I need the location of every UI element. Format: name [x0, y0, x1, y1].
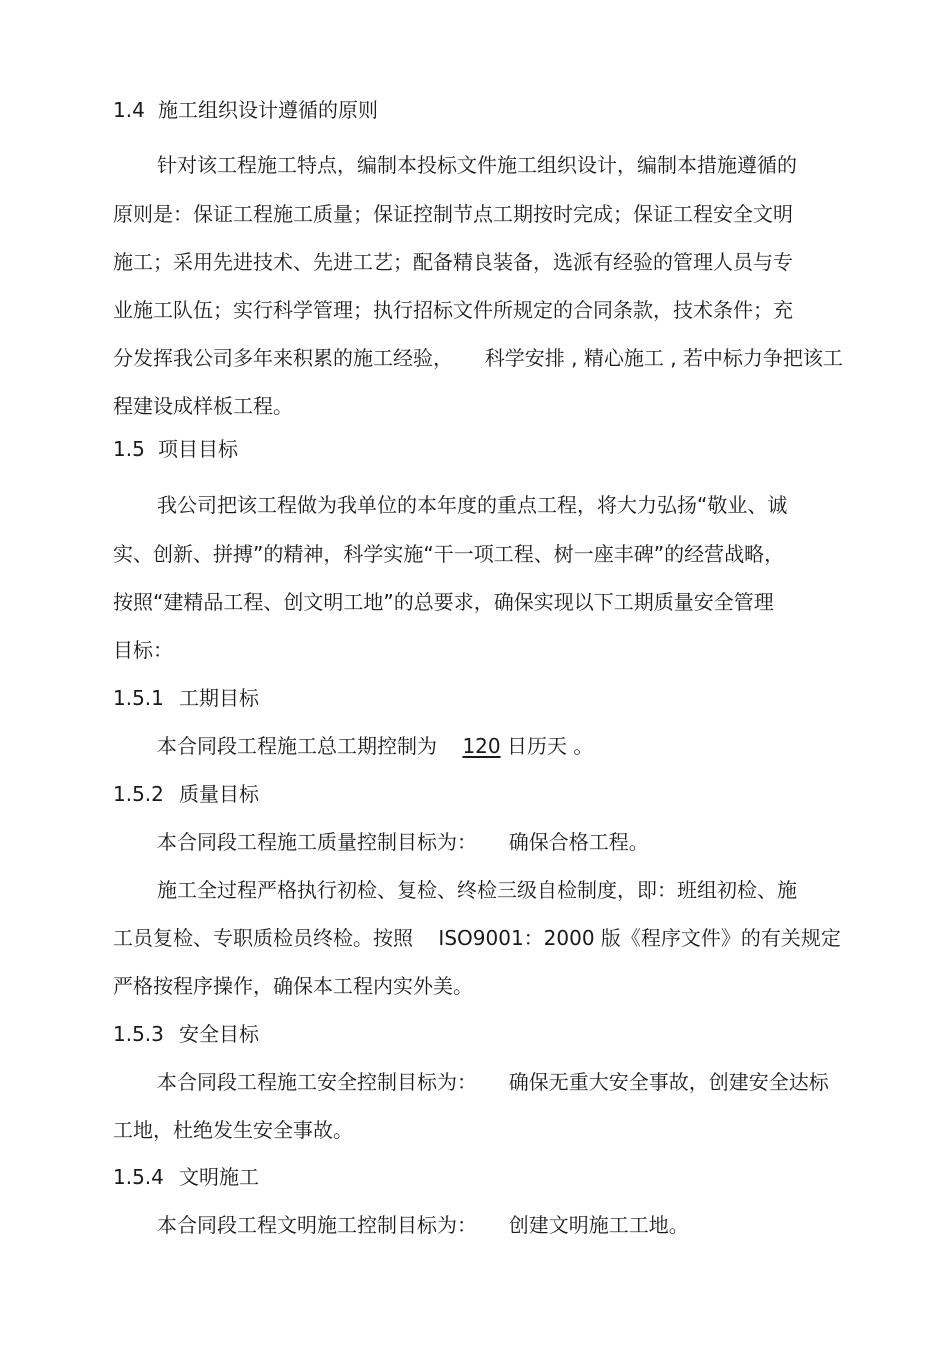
subsection-title: 工期目标	[179, 686, 259, 710]
subsection-heading-1-5-2	[113, 782, 259, 806]
paragraph-line: 原则是：保证工程施工质量；保证控制节点工期按时完成；保证工程安全文明	[113, 202, 793, 226]
subsection-heading-1-5-3	[113, 1022, 259, 1046]
paragraph-line: 目标：	[113, 638, 173, 662]
subsection-title: 文明施工	[179, 1165, 259, 1189]
section-number: 1.5	[113, 437, 145, 461]
subsection-number: 1.5.3	[113, 1022, 164, 1046]
paragraph-line: 施工全过程严格执行初检、复检、终检三级自检制度，即：班组初检、施	[157, 878, 797, 902]
paragraph-line: 严格按程序操作，确保本工程内实外美。	[113, 974, 473, 998]
paragraph-line: 工地，杜绝发生安全事故。	[113, 1118, 353, 1142]
section-title: 施工组织设计遵循的原则	[158, 98, 378, 122]
paragraph-line: 本合同段工程施工安全控制目标为： 确保无重大安全事故，创建安全达标	[157, 1070, 829, 1094]
subsection-title: 质量目标	[179, 782, 259, 806]
section-heading-1-4	[113, 98, 378, 122]
schedule-text-post: 日历天 。	[500, 734, 594, 758]
section-heading-1-5	[113, 437, 238, 461]
paragraph-line: 本合同段工程文明施工控制目标为： 创建文明施工工地。	[157, 1213, 689, 1237]
subsection-number: 1.5.2	[113, 782, 164, 806]
paragraph-line: 本合同段工程施工质量控制目标为： 确保合格工程。	[157, 830, 649, 854]
paragraph-line: 业施工队伍；实行科学管理；执行招标文件所规定的合同条款，技术条件；充	[113, 298, 793, 322]
subsection-number: 1.5.1	[113, 686, 164, 710]
subsection-number: 1.5.4	[113, 1165, 164, 1189]
paragraph-line: 施工；采用先进技术、先进工艺；配备精良装备，选派有经验的管理人员与专	[113, 250, 793, 274]
paragraph-line: 我公司把该工程做为我单位的本年度的重点工程，将大力弘扬“敬业、诚	[157, 493, 788, 517]
paragraph-line: 按照“建精品工程、创文明工地”的总要求，确保实现以下工期质量安全管理	[113, 590, 774, 614]
paragraph-line: 针对该工程施工特点，编制本投标文件施工组织设计，编制本措施遵循的	[157, 153, 797, 177]
paragraph-line: 实、创新、拼搏”的精神，科学实施“干一项工程、树一座丰碑”的经营战略，	[113, 542, 785, 566]
section-number: 1.4	[113, 98, 145, 122]
subsection-heading-1-5-4	[113, 1165, 259, 1189]
schedule-text-pre: 本合同段工程施工总工期控制为	[157, 734, 463, 758]
paragraph-line: 工员复检、专职质检员终检。按照 ISO9001：2000 版《程序文件》的有关规定	[113, 926, 841, 950]
paragraph-line	[157, 734, 593, 758]
section-title: 项目目标	[158, 437, 238, 461]
paragraph-line: 程建设成样板工程。	[113, 394, 293, 418]
paragraph-line: 分发挥我公司多年来积累的施工经验， 科学安排 , 精心施工 , 若中标力争把该工	[113, 346, 843, 370]
schedule-days: 120	[462, 734, 501, 758]
subsection-heading-1-5-1	[113, 686, 259, 710]
subsection-title: 安全目标	[179, 1022, 259, 1046]
